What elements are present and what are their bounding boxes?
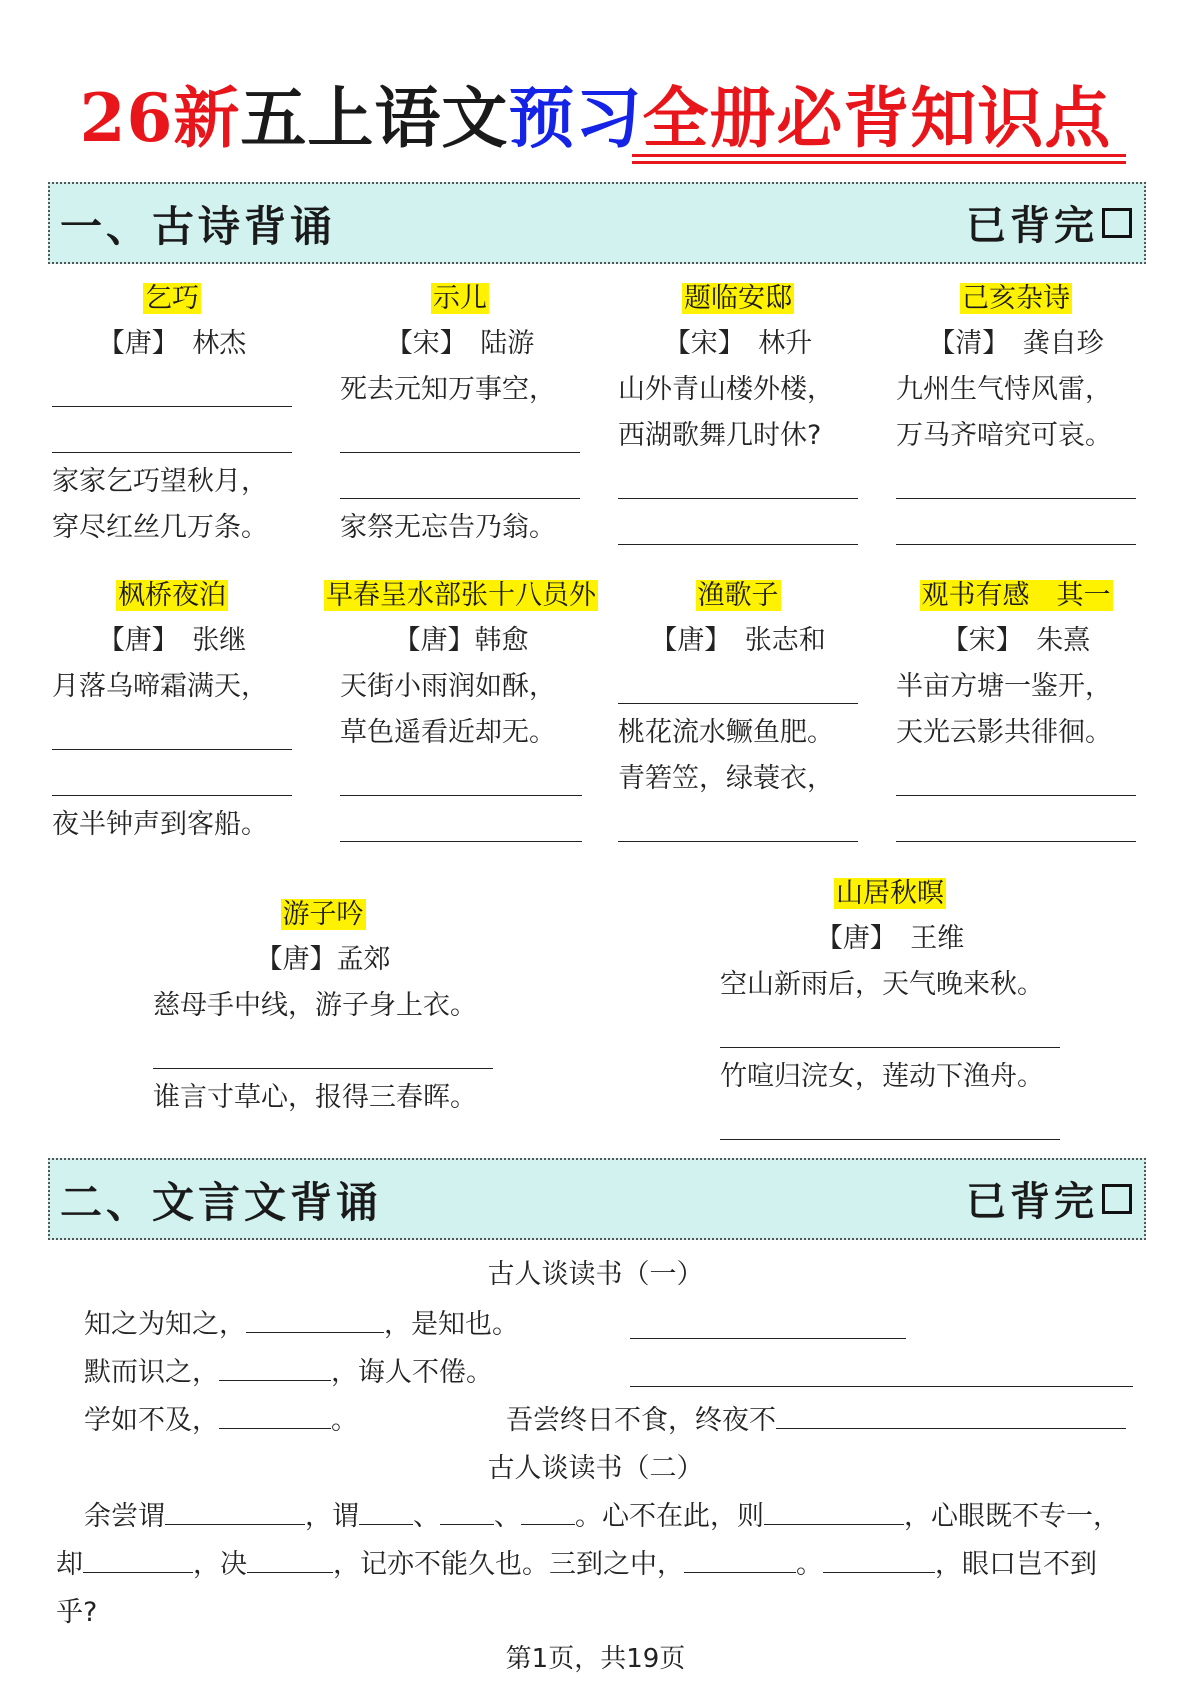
poem-title: 示儿 — [433, 283, 487, 314]
fill-blank[interactable] — [359, 1502, 413, 1525]
fill-blank[interactable] — [720, 1008, 1060, 1054]
poem-author: 【宋】 林升 — [663, 328, 813, 359]
fill-blank[interactable] — [52, 756, 292, 802]
fill-blank[interactable] — [618, 664, 858, 710]
poem-title: 枫桥夜泊 — [118, 580, 226, 611]
poem-title: 渔歌子 — [697, 580, 779, 611]
fill-blank[interactable] — [165, 1502, 305, 1525]
section-status — [966, 194, 1132, 251]
fill-blank[interactable] — [83, 1550, 193, 1573]
section-header-poems — [48, 182, 1146, 264]
passage-heading: 古人谈读书（二） — [487, 1453, 704, 1484]
poem-author: 【宋】 陆游 — [385, 328, 535, 359]
passage-line: 乎? — [56, 1597, 98, 1628]
passage-line: 吾尝终日不食，终夜不 — [506, 1398, 1126, 1437]
poem-line: 谁言寸草心，报得三春晖。 — [153, 1082, 477, 1113]
fill-blank[interactable] — [52, 413, 292, 459]
passage-line: 知之为知之， ，是知也。 — [84, 1309, 519, 1340]
fill-blank[interactable] — [219, 1358, 331, 1381]
poem-title: 乞巧 — [145, 283, 199, 314]
poem-author: 【唐】 张志和 — [650, 625, 826, 656]
section-status — [966, 1170, 1132, 1227]
poem-author: 【唐】 王维 — [815, 923, 965, 954]
poem-line: 死去元知万事空， — [340, 374, 556, 405]
fill-blank[interactable] — [521, 1502, 575, 1525]
poem-title: 己亥杂诗 — [962, 283, 1070, 314]
poem-card — [618, 574, 858, 848]
fill-blank[interactable] — [896, 802, 1136, 848]
fill-blank[interactable] — [618, 505, 858, 551]
fill-blank[interactable] — [823, 1550, 935, 1573]
poem-card-shanju — [720, 872, 1060, 1146]
fill-blank[interactable] — [896, 756, 1136, 802]
poem-line: 西湖歌舞几时休? — [618, 420, 822, 451]
status-label: 已背完 — [966, 1178, 1098, 1225]
section-title: 一、古诗背诵 — [60, 202, 337, 251]
status-label: 已背完 — [966, 202, 1098, 249]
poem-line: 竹喧归浣女，莲动下渔舟。 — [720, 1061, 1044, 1092]
poem-card — [52, 277, 292, 551]
poem-author: 【唐】 林杰 — [97, 328, 247, 359]
poem-author: 【唐】韩愈 — [393, 625, 529, 656]
fill-blank[interactable] — [219, 1406, 331, 1429]
fill-blank[interactable] — [896, 505, 1136, 551]
poem-card-youzi — [153, 893, 493, 1121]
fill-blank[interactable] — [764, 1502, 904, 1525]
poem-line: 空山新雨后，天气晚来秋。 — [720, 969, 1044, 1000]
title-grade-prefix: 26新 — [79, 79, 241, 157]
fill-blank[interactable] — [720, 1100, 1060, 1146]
poem-line: 家家乞巧望秋月， — [52, 466, 268, 497]
poem-line: 天光云影共徘徊。 — [896, 717, 1112, 748]
fill-blank[interactable] — [630, 1364, 1133, 1387]
poem-author: 【清】 龚自珍 — [928, 328, 1104, 359]
fill-blank[interactable] — [618, 802, 858, 848]
poem-card — [896, 574, 1136, 848]
poem-title: 观书有感 其一 — [921, 580, 1111, 611]
fill-blank[interactable] — [247, 1550, 333, 1573]
fill-blank[interactable] — [340, 802, 582, 848]
fill-blank[interactable] — [340, 459, 580, 505]
poem-line: 慈母手中线，游子身上衣。 — [153, 990, 477, 1021]
poem-card — [896, 277, 1136, 551]
poem-line: 山外青山楼外楼， — [618, 374, 834, 405]
section-title: 二、文言文背诵 — [60, 1178, 383, 1227]
fill-blank[interactable] — [153, 1029, 493, 1075]
poem-card — [618, 277, 858, 551]
poem-line: 万马齐喑究可哀。 — [896, 420, 1112, 451]
poem-author: 【唐】孟郊 — [255, 944, 391, 975]
passage-line: 默而识之， ，诲人不倦。 — [84, 1357, 493, 1388]
title-double-underline — [632, 154, 1126, 164]
fill-blank[interactable] — [340, 756, 582, 802]
poem-title: 题临安邸 — [684, 283, 792, 314]
poem-line: 月落乌啼霜满天， — [52, 671, 268, 702]
poem-line: 穿尽红丝几万条。 — [52, 512, 268, 543]
section-header-classical — [48, 1158, 1146, 1240]
poem-line: 半亩方塘一鉴开， — [896, 671, 1112, 702]
fill-blank[interactable] — [630, 1316, 906, 1339]
fill-blank[interactable] — [684, 1550, 796, 1573]
poem-card — [340, 277, 580, 551]
poem-line: 青箬笠，绿蓑衣， — [618, 763, 834, 794]
passage-line: 学如不及， 。 — [84, 1405, 358, 1436]
poem-line: 天街小雨润如酥， — [340, 671, 556, 702]
fill-blank[interactable] — [896, 459, 1136, 505]
page-footer: 第1页，共19页 — [505, 1644, 686, 1674]
fill-blank[interactable] — [440, 1502, 494, 1525]
done-checkbox[interactable] — [1102, 208, 1132, 238]
poem-card — [326, 574, 596, 848]
poem-line: 家祭无忘告乃翁。 — [340, 512, 556, 543]
poem-title: 游子吟 — [282, 899, 364, 930]
poem-card — [52, 574, 292, 848]
poem-line: 九州生气恃风雷， — [896, 374, 1112, 405]
poem-title: 早春呈水部张十八员外 — [326, 580, 596, 611]
poem-title: 山居秋暝 — [836, 878, 944, 909]
passage-line: 却 ，决 ，记亦不能久也。三到之中， 。 ，眼口岂不到 — [56, 1549, 1097, 1580]
poem-line: 草色遥看近却无。 — [340, 717, 556, 748]
poem-author: 【唐】 张继 — [97, 625, 247, 656]
fill-blank[interactable] — [776, 1406, 1126, 1429]
page-title — [0, 72, 1191, 164]
title-knowledge: 全册必背知识点 — [642, 79, 1112, 157]
fill-blank[interactable] — [246, 1310, 384, 1333]
passage-heading: 古人谈读书（一） — [487, 1259, 704, 1290]
passage-line: 余尝谓 ，谓 、 、 。心不在此，则 ，心眼既不专一， — [84, 1501, 1120, 1532]
fill-blank[interactable] — [52, 710, 292, 756]
poem-author: 【宋】 朱熹 — [941, 625, 1091, 656]
fill-blank[interactable] — [340, 413, 580, 459]
poem-line: 桃花流水鳜鱼肥。 — [618, 717, 834, 748]
title-subject: 五上语文 — [240, 79, 509, 157]
done-checkbox[interactable] — [1102, 1184, 1132, 1214]
title-preview: 预习 — [508, 79, 643, 157]
fill-blank[interactable] — [52, 367, 292, 413]
fill-blank[interactable] — [618, 459, 858, 505]
poem-line: 夜半钟声到客船。 — [52, 809, 268, 840]
